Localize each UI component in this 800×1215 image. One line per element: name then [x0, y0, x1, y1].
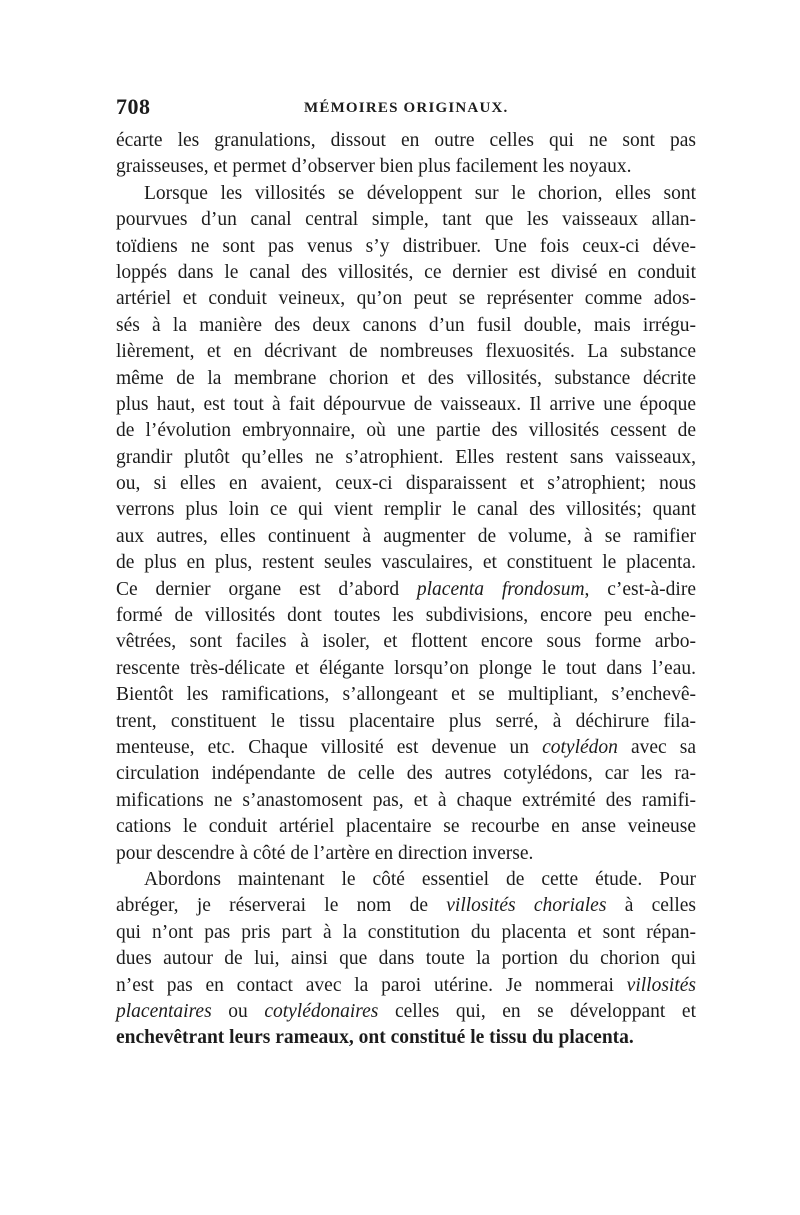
- text-line: qui n’ont pas pris part à la constitution du placenta et sont répan-: [116, 921, 696, 943]
- italic-term: villosités: [626, 974, 696, 996]
- text-line: [116, 973, 696, 999]
- italic-term: placenta frondosum: [416, 578, 585, 600]
- text-line: vêtrées, sont faciles à isoler, et flottent encore sous forme arbo-: [116, 631, 696, 653]
- text-fragment: Ce dernier organe est d’abord: [116, 578, 417, 600]
- text-line: formé de villosités dont toutes les subdivisions, encore peu enche-: [116, 605, 696, 627]
- text-line: Lorsque les villosités se développent sur le chorion, elles sont: [144, 182, 696, 204]
- text-line: pour descendre à côté de l’artère en direction inverse.: [116, 842, 534, 864]
- text-line: même de la membrane chorion et des villosités, substance décrite: [116, 367, 696, 389]
- text-line: mifications ne s’anastomosent pas, et à chaque extrémité des ramifi-: [116, 789, 696, 811]
- text-line: toïdiens ne sont pas venus s’y distribuer. Une fois ceux-ci déve-: [116, 235, 696, 257]
- text-line: de plus en plus, restent seules vasculaires, et constituent le placenta.: [116, 552, 696, 574]
- text-line: enchevêtrant leurs rameaux, ont constitué le tissu du placenta.: [116, 1027, 634, 1049]
- text-fragment: n’est pas en contact avec la paroi utérine. Je nommerai: [116, 974, 627, 996]
- text-line: [116, 735, 696, 761]
- text-line: écarte les granulations, dissout en outre celles qui ne sont pas: [116, 130, 696, 151]
- text-line: [116, 893, 696, 919]
- text-line: graisseuses, et permet d’observer bien plus facilement les noyaux.: [116, 156, 632, 178]
- italic-term: cotylédonaires: [264, 1000, 379, 1022]
- body-text: [116, 128, 696, 1052]
- text-line: sés à la manière des deux canons d’un fusil double, mais irrégu-: [116, 314, 696, 336]
- page-header: [116, 94, 696, 124]
- text-line: [116, 999, 696, 1025]
- text-fragment: ou: [211, 1000, 265, 1022]
- text-line: lièrement, et en décrivant de nombreuses flexuosités. La substance: [116, 341, 696, 363]
- text-fragment: abréger, je réserverai le nom de: [116, 895, 447, 917]
- text-fragment: , c’est-à-dire: [584, 578, 696, 600]
- text-fragment: avec sa: [617, 736, 696, 758]
- page-number: 708: [116, 94, 151, 119]
- italic-term: placentaires: [116, 1000, 212, 1022]
- text-line: cations le conduit artériel placentaire se recourbe en anse veineuse: [116, 816, 696, 838]
- text-line: Abordons maintenant le côté essentiel de cette étude. Pour: [144, 868, 696, 890]
- text-line: [116, 577, 696, 603]
- text-line: artériel et conduit veineux, qu’on peut se représenter comme ados-: [116, 288, 696, 310]
- text-line: plus haut, est tout à fait dépourvue de vaisseaux. Il arrive une époque: [116, 393, 696, 415]
- text-line: dues autour de lui, ainsi que dans toute la portion du chorion qui: [116, 948, 696, 970]
- text-line: circulation indépendante de celle des autres cotylédons, car les ra-: [116, 763, 696, 785]
- text-line: pourvues d’un canal central simple, tant que les vaisseaux allan-: [116, 209, 696, 231]
- text-line: Bientôt les ramifications, s’allongeant et se multipliant, s’enchevê-: [116, 684, 696, 706]
- text-line: rescente très-délicate et élégante lorsqu’on plonge le tout dans l’eau.: [116, 657, 696, 679]
- text-fragment: à celles: [606, 895, 697, 917]
- text-line: aux autres, elles continuent à augmenter de volume, à se ramifier: [116, 525, 696, 547]
- text-line: trent, constituent le tissu placentaire plus serré, à déchirure fila-: [116, 710, 696, 732]
- italic-term: cotylédon: [542, 736, 618, 758]
- text-line: loppés dans le canal des villosités, ce dernier est divisé en conduit: [116, 261, 696, 283]
- text-fragment: menteuse, etc. Chaque villosité est devenue un: [116, 736, 543, 758]
- text-line: ou, si elles en avaient, ceux-ci disparaissent et s’atrophient; nous: [116, 473, 696, 495]
- italic-term: villosités choriales: [446, 895, 607, 917]
- text-line: verrons plus loin ce qui vient remplir le canal des villosités; quant: [116, 499, 696, 521]
- text-fragment: celles qui, en se développant et: [378, 1000, 696, 1022]
- text-line: grandir plutôt qu’elles ne s’atrophient. Elles restent sans vaisseaux,: [116, 446, 696, 468]
- text-line: de l’évolution embryonnaire, où une partie des villosités cessent de: [116, 420, 696, 442]
- running-title: MÉMOIRES ORIGINAUX.: [304, 100, 509, 116]
